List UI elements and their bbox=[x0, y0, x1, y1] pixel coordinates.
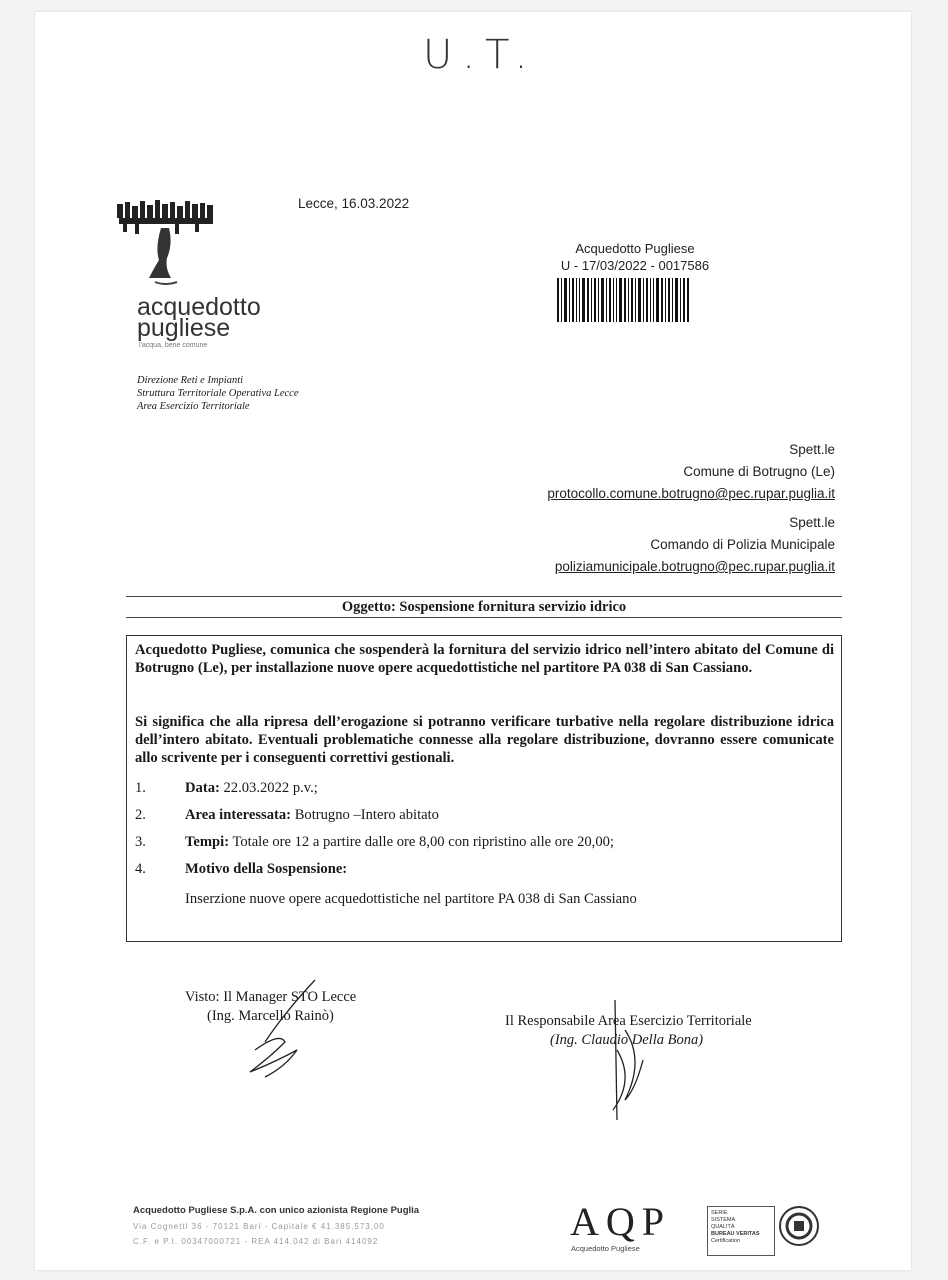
cert-line-3: QUALITÀ bbox=[711, 1224, 735, 1230]
olive-tree-logo-icon bbox=[115, 198, 225, 293]
recipient-2 bbox=[555, 512, 835, 578]
cert-line-1: SERIE bbox=[711, 1210, 728, 1216]
list-item-4-num: 4. bbox=[135, 861, 146, 877]
signature-right-line-1: Il Responsabile Area Esercizio Territoriale bbox=[505, 1013, 752, 1029]
recipient-1-email: protocollo.comune.botrugno@pec.rupar.puglia.it bbox=[547, 486, 835, 501]
footer-company: Acquedotto Pugliese S.p.A. con unico azionista Regione Puglia bbox=[133, 1205, 420, 1216]
recipient-2-email: poliziamunicipale.botrugno@pec.rupar.puglia.it bbox=[554, 559, 835, 574]
place-date: Lecce, 16.03.2022 bbox=[298, 196, 410, 211]
department-line-1: Direzione Reti e Impianti bbox=[137, 375, 244, 386]
logo-word-1: acquedotto bbox=[137, 293, 261, 321]
cert-line-5: Certification bbox=[711, 1238, 741, 1244]
list-item-2-value: Botrugno –Intero abitato bbox=[291, 807, 439, 823]
certification-seal-icon bbox=[777, 1202, 821, 1250]
company-logo bbox=[115, 198, 265, 368]
list-item-3 bbox=[135, 833, 614, 851]
department-line-2: Struttura Territoriale Operativa Lecce bbox=[137, 388, 299, 399]
subject-text: Oggetto: Sospensione fornitura servizio idrico bbox=[341, 599, 627, 615]
recipient-2-name: Comando di Polizia Municipale bbox=[650, 537, 835, 552]
footer-line-3: C.F. e P.I. 00347000721 - REA 414.042 di Bari 414092 bbox=[133, 1237, 379, 1246]
aqp-logo-mark: AQP bbox=[570, 1199, 672, 1244]
list-item-1-num: 1. bbox=[135, 780, 146, 796]
stamp-line-1: Acquedotto Pugliese bbox=[575, 241, 695, 256]
cert-line-2: SISTEMA bbox=[711, 1217, 736, 1223]
list-item-2-num: 2. bbox=[135, 807, 146, 823]
aqp-logo-subtitle: Acquedotto Pugliese bbox=[571, 1244, 640, 1253]
body-paragraph-1: Acquedotto Pugliese, comunica che sospenderà la fornitura del servizio idrico nell’intero abitato del Comune di Botrugno (Le), per installazione nuove opere acquedottistiche nel partitore PA 038 di San Cassiano. bbox=[135, 642, 834, 676]
department-block bbox=[137, 374, 298, 413]
handwritten-note: U.T. bbox=[423, 32, 538, 78]
recipient-2-salutation: Spett.le bbox=[789, 515, 835, 530]
footer-line-2: Via Cognetti 36 - 70121 Bari - Capitale € 41.385.573,00 bbox=[133, 1222, 385, 1231]
list-item-3-label: Tempi: bbox=[185, 834, 230, 850]
list-item-4 bbox=[135, 860, 347, 878]
department-line-3: Area Esercizio Territoriale bbox=[137, 401, 250, 412]
recipient-1-salutation: Spett.le bbox=[789, 442, 835, 457]
list-item-2 bbox=[135, 806, 439, 824]
recipient-1 bbox=[547, 439, 835, 505]
body-box bbox=[126, 635, 842, 942]
list-item-3-value: Totale ore 12 a partire dalle ore 8,00 con ripristino alle ore 20,00; bbox=[229, 834, 614, 850]
certification-box bbox=[707, 1206, 775, 1256]
list-item-2-label: Area interessata: bbox=[185, 807, 292, 823]
logo-tagline: l'acqua, bene comune bbox=[139, 342, 208, 349]
handwritten-signature-right-icon bbox=[595, 990, 665, 1130]
cert-line-4: BUREAU VERITAS bbox=[711, 1231, 760, 1237]
signature-left-line-2: (Ing. Marcello Rainò) bbox=[207, 1008, 334, 1024]
document-page bbox=[35, 12, 911, 1270]
list-item-4-detail: Inserzione nuove opere acquedottistiche nel partitore PA 038 di San Cassiano bbox=[185, 891, 637, 907]
barcode bbox=[557, 278, 727, 322]
handwritten-signature-left-icon bbox=[225, 972, 335, 1082]
signature-left-line-1: Visto: Il Manager STO Lecce bbox=[185, 989, 357, 1005]
list-item-1-value: 22.03.2022 p.v.; bbox=[219, 780, 318, 796]
stamp-line-2: U - 17/03/2022 - 0017586 bbox=[560, 258, 710, 273]
protocol-stamp bbox=[535, 240, 735, 274]
list-item-3-num: 3. bbox=[135, 834, 146, 850]
signature-right-line-2: (Ing. Claudio Della Bona) bbox=[550, 1032, 704, 1048]
subject-box bbox=[126, 596, 842, 618]
list-item-1 bbox=[135, 779, 318, 797]
recipient-1-name: Comune di Botrugno (Le) bbox=[683, 464, 835, 479]
list-item-4-label: Motivo della Sospensione: bbox=[185, 861, 348, 877]
body-paragraph-2: Si significa che alla ripresa dell’erogazione si potranno verificare turbative nella regolare distribuzione idrica dell’intero abitato. Eventuali problematiche connesse alla regolare distribuzione, dovranno essere comunicate allo scrivente per i conseguenti correttivi gestionali. bbox=[135, 714, 834, 766]
logo-word-2: pugliese bbox=[137, 314, 231, 342]
list-item-1-label: Data: bbox=[185, 780, 220, 796]
